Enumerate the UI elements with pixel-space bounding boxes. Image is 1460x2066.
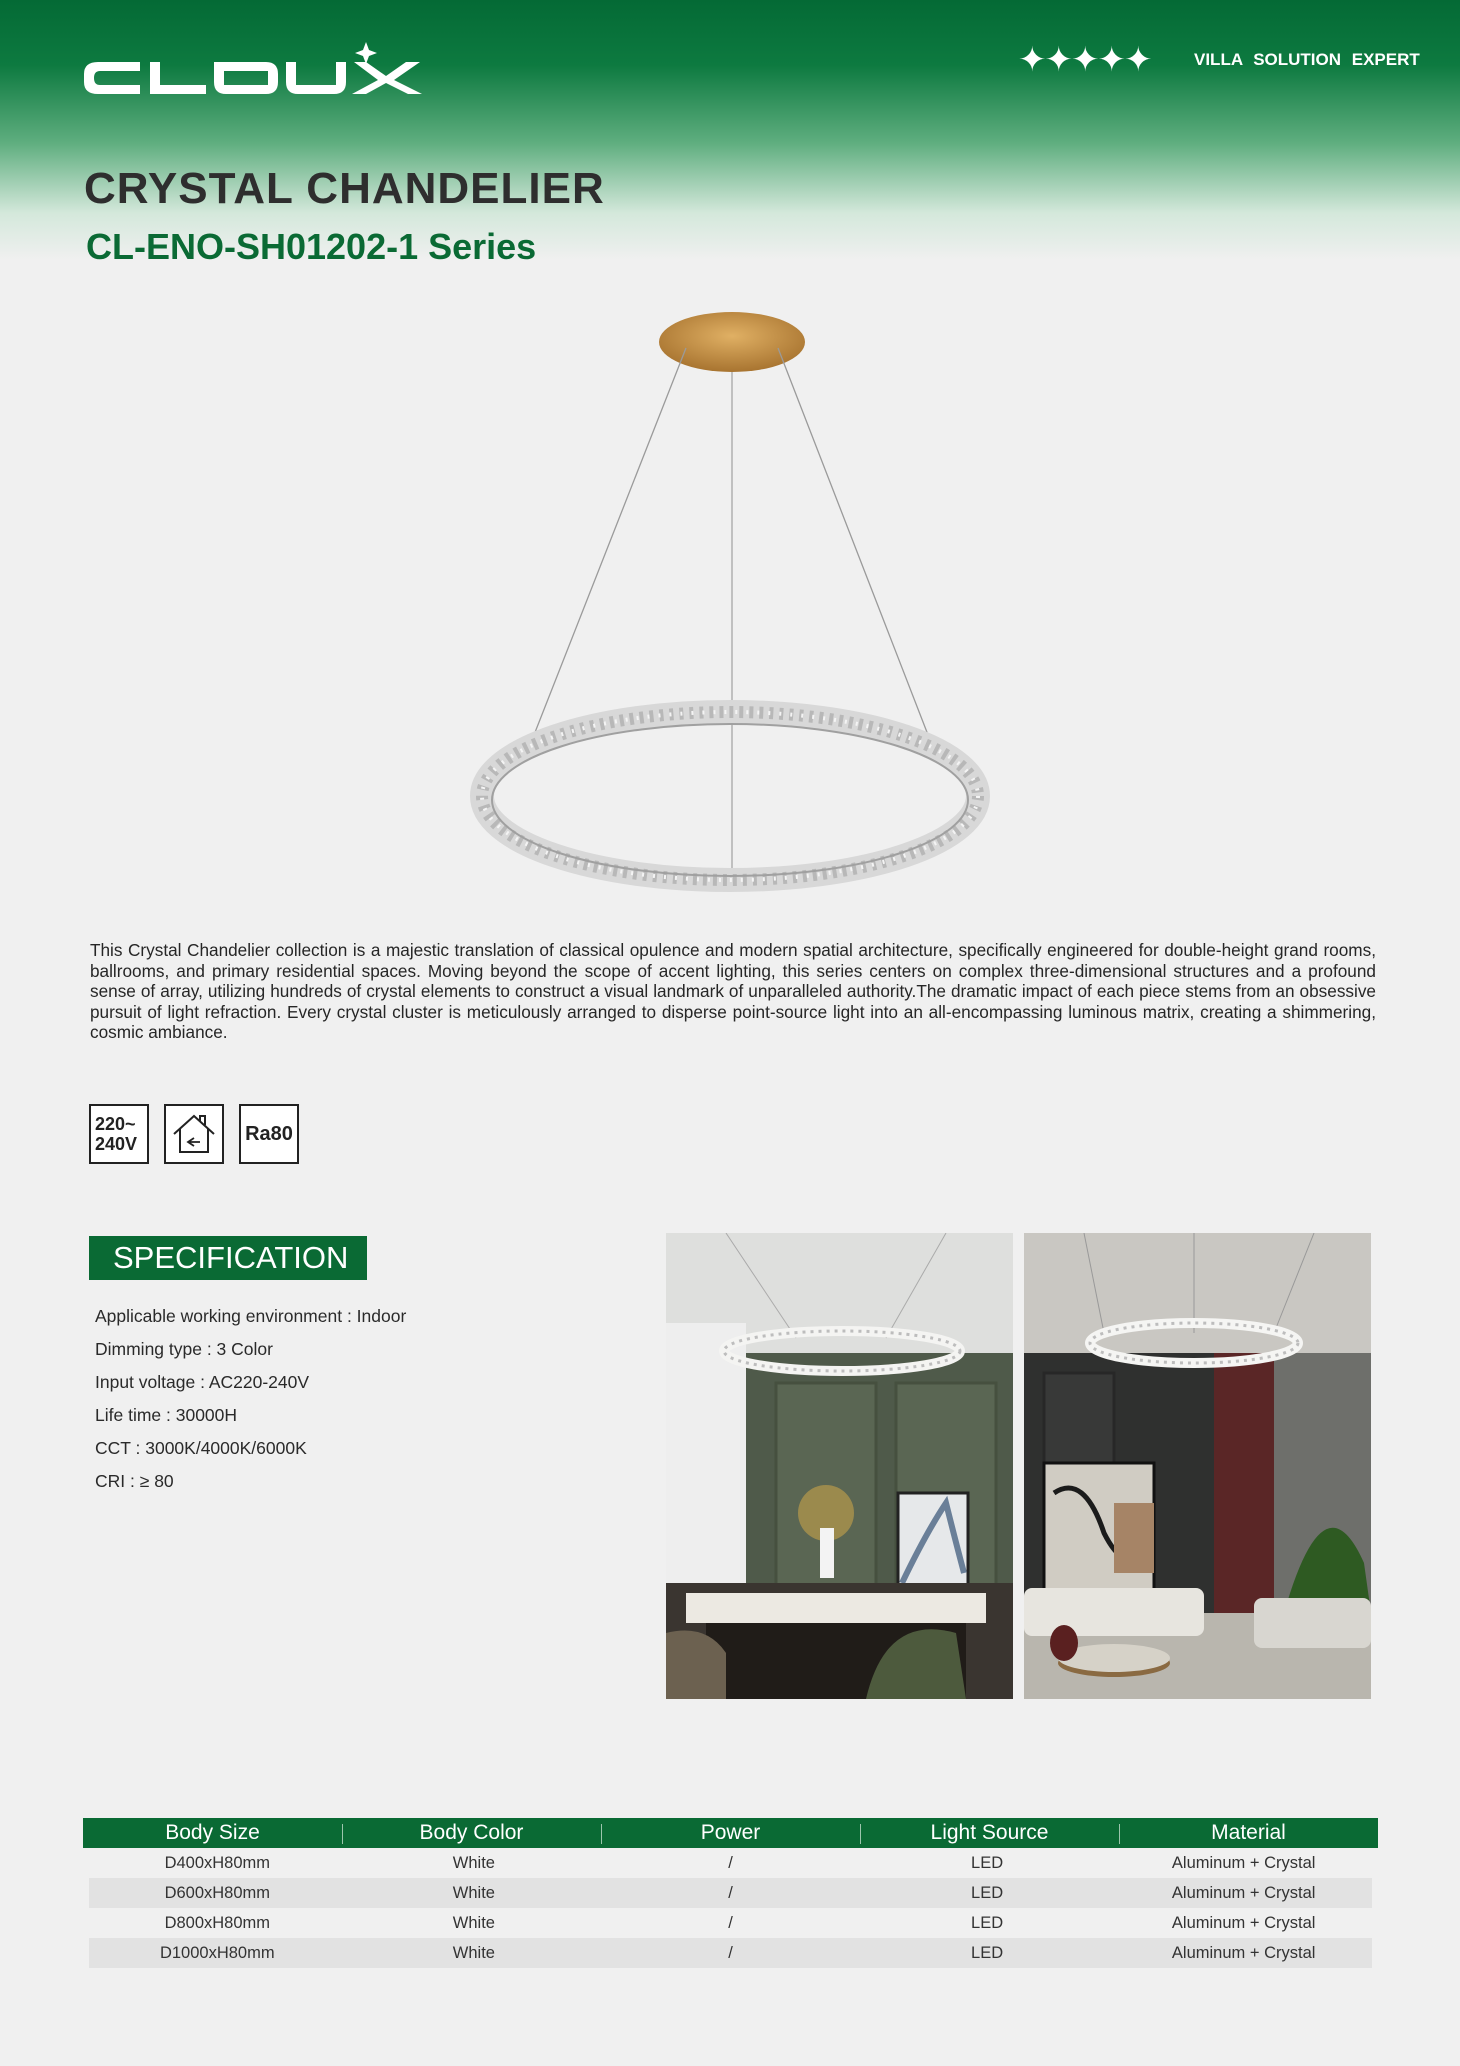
table-cell: D1000xH80mm (159, 1943, 275, 1962)
table-row (89, 1848, 1372, 1878)
table-cell: Aluminum + Crystal (1171, 1943, 1316, 1962)
chandelier-image (460, 300, 1000, 920)
table-cell: White (452, 1943, 495, 1962)
table-cell: LED (971, 1853, 1004, 1872)
voltage-badge (89, 1104, 149, 1164)
voltage-line1: 220~ (95, 1114, 136, 1134)
table-cell: White (452, 1913, 495, 1932)
column-header: Material (1119, 1818, 1378, 1848)
product-description: This Crystal Chandelier collection is a majestic translation of classical opulence and modern spatial architecture, specifically engineered for double-height grand rooms, ballrooms, and primary residential spaces. Moving beyond the scope of accent lighting, this series centers on complex three-dimensional structures and a profound sense of array, utilizing hundreds of crystal elements to construct a visual landmark of unparalleled authority.The dramatic impact of each piece stems from an obsessive pursuit of light refraction. Every crystal cluster is meticulously arranged to disperse point-source light into an all-encompassing luminous matrix, creating a shimmering, cosmic ambiance. (90, 940, 1376, 1043)
table-header (83, 1818, 1378, 1848)
table-cell: Aluminum + Crystal (1171, 1853, 1316, 1872)
table-row (89, 1908, 1372, 1938)
table-cell: D800xH80mm (164, 1913, 271, 1932)
voltage-line2: 240V (95, 1134, 138, 1154)
specification-heading: SPECIFICATION (89, 1236, 367, 1280)
living-room-photo (1024, 1233, 1371, 1699)
tagline: VILLA SOLUTION EXPERT (1194, 50, 1420, 69)
table-cell: Aluminum + Crystal (1171, 1913, 1316, 1932)
spec-item: CRI : ≥ 80 (95, 1471, 174, 1491)
spec-item: CCT : 3000K/4000K/6000K (95, 1438, 307, 1458)
header-band (0, 0, 1460, 260)
cri-badge: Ra80 (239, 1104, 299, 1164)
column-header: Body Color (342, 1818, 601, 1848)
table-cell: / (728, 1943, 733, 1962)
table-cell: White (452, 1853, 495, 1872)
specification-list (95, 1300, 406, 1498)
product-variants-table (83, 1818, 1378, 1968)
column-header: Power (601, 1818, 860, 1848)
rating-stars: ✦✦✦✦✦ (1018, 41, 1151, 79)
column-header: Light Source (860, 1818, 1119, 1848)
product-title: CRYSTAL CHANDELIER (84, 164, 605, 213)
column-header: Body Size (165, 1821, 260, 1844)
table-cell: Aluminum + Crystal (1171, 1883, 1316, 1902)
spec-item: Dimming type : 3 Color (95, 1339, 273, 1359)
indoor-house-icon (164, 1104, 224, 1164)
spec-item: Applicable working environment : Indoor (95, 1306, 407, 1326)
dining-room-photo (666, 1233, 1013, 1699)
table-cell: White (452, 1883, 495, 1902)
table-cell: / (728, 1853, 733, 1872)
table-cell: D400xH80mm (164, 1853, 271, 1872)
table-cell: LED (971, 1913, 1004, 1932)
table-cell: / (728, 1913, 733, 1932)
table-cell: LED (971, 1883, 1004, 1902)
table-cell: LED (971, 1943, 1004, 1962)
table-row (89, 1938, 1372, 1968)
table-cell: / (728, 1883, 733, 1902)
series-name: CL-ENO-SH01202-1 Series (86, 226, 537, 267)
table-row (89, 1878, 1372, 1908)
spec-item: Input voltage : AC220-240V (95, 1372, 310, 1392)
spec-item: Life time : 30000H (95, 1405, 238, 1425)
table-cell: D600xH80mm (164, 1883, 271, 1902)
cloux-logo (82, 40, 442, 106)
